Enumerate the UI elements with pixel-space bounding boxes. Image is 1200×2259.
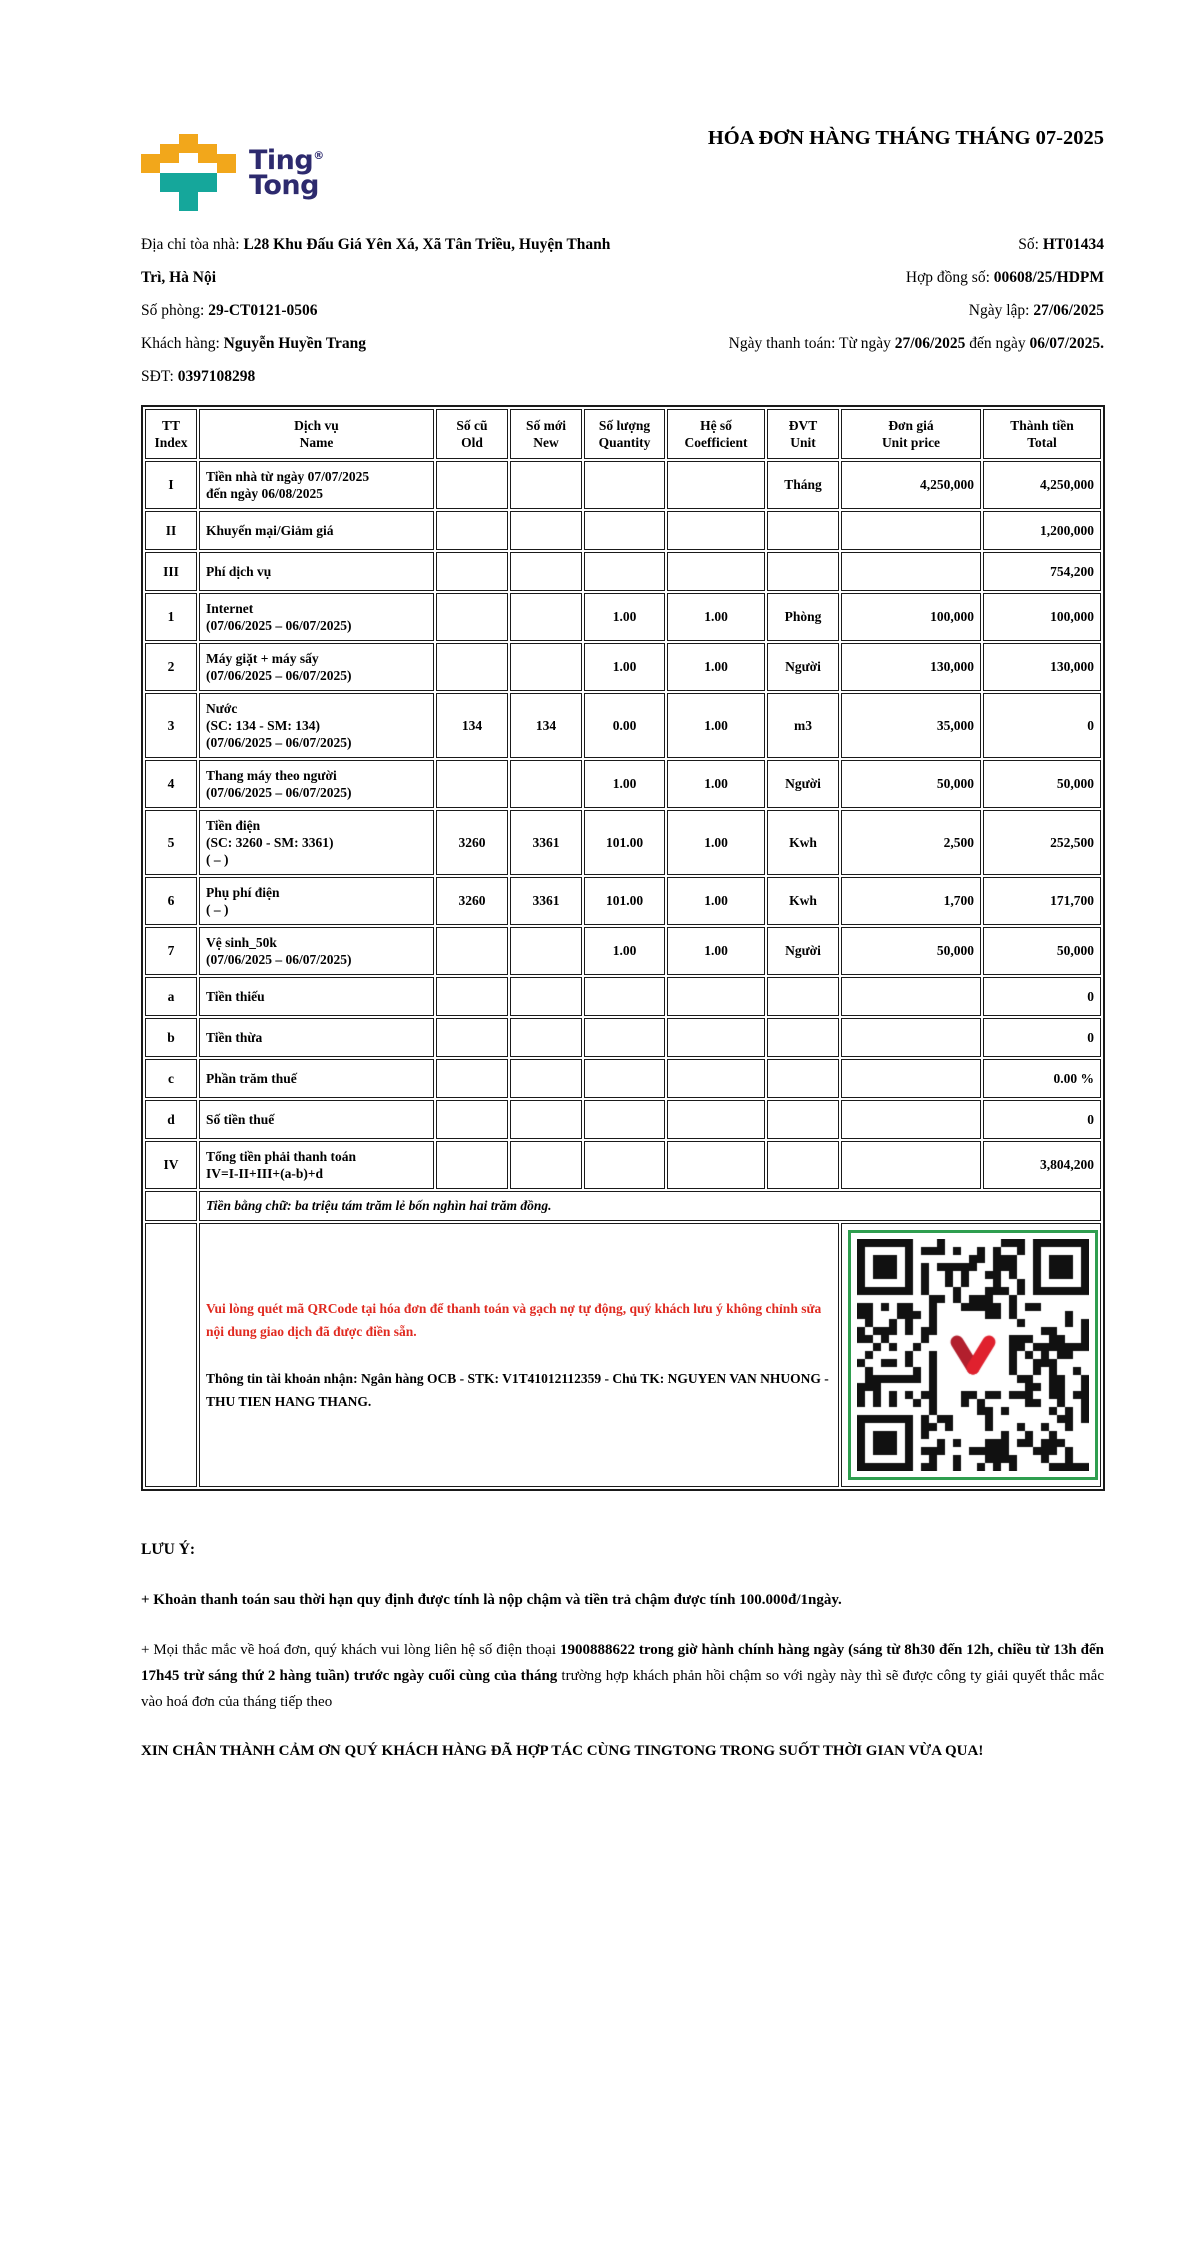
index-cell: IV — [145, 1141, 197, 1189]
table-header-row — [145, 409, 1101, 459]
quantity-cell: 101.00 — [584, 810, 665, 875]
service-name-cell: Tiền thừa — [199, 1018, 434, 1057]
service-name-cell: Khuyến mại/Giảm giá — [199, 511, 434, 550]
unit-price-cell: 4,250,000 — [841, 461, 981, 509]
empty-cell — [145, 1223, 197, 1487]
service-name-cell: Số tiền thuế — [199, 1100, 434, 1139]
column-header: ĐVT Unit — [767, 409, 839, 459]
new-reading-cell — [510, 461, 582, 509]
unit-cell: Người — [767, 643, 839, 691]
coefficient-cell: 1.00 — [667, 810, 765, 875]
index-cell: d — [145, 1100, 197, 1139]
unit-cell — [767, 511, 839, 550]
quantity-cell — [584, 511, 665, 550]
unit-price-cell: 100,000 — [841, 593, 981, 641]
unit-cell: Kwh — [767, 810, 839, 875]
quantity-cell: 1.00 — [584, 643, 665, 691]
payment-date-line: Ngày thanh toán: Từ ngày 27/06/2025 đến ngày 06/07/2025. — [728, 335, 1104, 352]
index-cell: c — [145, 1059, 197, 1098]
service-name-cell: Thang máy theo người (07/06/2025 – 06/07/2025) — [199, 760, 434, 808]
total-cell: 0.00 % — [983, 1059, 1101, 1098]
registered-mark: ® — [313, 149, 324, 162]
column-header: Dịch vụ Name — [199, 409, 434, 459]
old-reading-cell — [436, 511, 508, 550]
old-reading-cell — [436, 593, 508, 641]
invoice-table-body — [145, 461, 1101, 1189]
quantity-cell: 0.00 — [584, 693, 665, 758]
quantity-cell — [584, 977, 665, 1016]
logo-pixel — [198, 144, 217, 163]
invoice-table — [141, 405, 1105, 1491]
new-reading-cell — [510, 1059, 582, 1098]
brand-wordmark — [249, 143, 324, 201]
total-cell: 0 — [983, 977, 1101, 1016]
old-reading-cell — [436, 927, 508, 975]
table-row — [145, 1141, 1101, 1189]
coefficient-cell — [667, 1018, 765, 1057]
brand-line2: Tong — [249, 170, 319, 201]
quantity-cell: 1.00 — [584, 593, 665, 641]
table-row — [145, 977, 1101, 1016]
unit-cell — [767, 552, 839, 591]
total-cell: 754,200 — [983, 552, 1101, 591]
qr-code-canvas — [857, 1239, 1089, 1471]
service-name-cell: Tiền nhà từ ngày 07/07/2025 đến ngày 06/08/2025 — [199, 461, 434, 509]
table-row — [145, 760, 1101, 808]
tingtong-logo-icon — [141, 134, 236, 212]
coefficient-cell: 1.00 — [667, 877, 765, 925]
logo-pixel — [141, 154, 160, 173]
coefficient-cell: 1.00 — [667, 593, 765, 641]
service-name-cell: Nước (SC: 134 - SM: 134) (07/06/2025 – 06/07/2025) — [199, 693, 434, 758]
new-reading-cell — [510, 643, 582, 691]
coefficient-cell — [667, 552, 765, 591]
quantity-cell — [584, 1100, 665, 1139]
unit-price-cell — [841, 1059, 981, 1098]
column-header: Đơn giá Unit price — [841, 409, 981, 459]
old-reading-cell — [436, 1018, 508, 1057]
table-row — [145, 461, 1101, 509]
coefficient-cell: 1.00 — [667, 927, 765, 975]
unit-cell: Phòng — [767, 593, 839, 641]
coefficient-cell — [667, 1059, 765, 1098]
index-cell: a — [145, 977, 197, 1016]
unit-cell: Tháng — [767, 461, 839, 509]
table-row — [145, 552, 1101, 591]
logo-pixel — [160, 173, 217, 192]
column-header: Số lượng Quantity — [584, 409, 665, 459]
new-reading-cell — [510, 1018, 582, 1057]
coefficient-cell: 1.00 — [667, 693, 765, 758]
column-header: Số mới New — [510, 409, 582, 459]
service-name-cell: Phần trăm thuế — [199, 1059, 434, 1098]
coefficient-cell: 1.00 — [667, 643, 765, 691]
service-name-cell: Máy giặt + máy sấy (07/06/2025 – 06/07/2025) — [199, 643, 434, 691]
total-cell: 0 — [983, 1018, 1101, 1057]
unit-price-cell — [841, 977, 981, 1016]
brand-line1: Ting — [249, 145, 314, 176]
table-row — [145, 810, 1101, 875]
quantity-cell: 1.00 — [584, 927, 665, 975]
unit-cell — [767, 1059, 839, 1098]
unit-cell: m3 — [767, 693, 839, 758]
bank-account-text: Thông tin tài khoản nhận: Ngân hàng OCB - STK: V1T41012112359 - Chủ TK: NGUYEN VAN NHUONG - THU TIEN HANG THANG. — [206, 1371, 829, 1409]
old-reading-cell — [436, 977, 508, 1016]
column-header: Hệ số Coefficient — [667, 409, 765, 459]
new-reading-cell: 3361 — [510, 810, 582, 875]
coefficient-cell — [667, 461, 765, 509]
new-reading-cell — [510, 927, 582, 975]
total-cell: 1,200,000 — [983, 511, 1101, 550]
thank-you-note: XIN CHÂN THÀNH CẢM ƠN QUÝ KHÁCH HÀNG ĐÃ HỢP TÁC CÙNG TINGTONG TRONG SUỐT THỜI GIAN VỪA QUA! — [141, 1743, 984, 1759]
quantity-cell — [584, 1059, 665, 1098]
coefficient-cell: 1.00 — [667, 760, 765, 808]
old-reading-cell — [436, 552, 508, 591]
unit-cell — [767, 1018, 839, 1057]
total-cell: 130,000 — [983, 643, 1101, 691]
unit-price-cell: 2,500 — [841, 810, 981, 875]
unit-price-cell: 50,000 — [841, 927, 981, 975]
total-cell: 50,000 — [983, 760, 1101, 808]
notes-heading: LƯU Ý: — [141, 1541, 196, 1558]
logo-pixel — [160, 144, 179, 163]
old-reading-cell: 134 — [436, 693, 508, 758]
amount-in-words-cell: Tiền bằng chữ: ba triệu tám trăm lẻ bốn nghìn hai trăm đồng. — [199, 1191, 1101, 1221]
index-cell: 4 — [145, 760, 197, 808]
table-row — [145, 1059, 1101, 1098]
index-cell: 7 — [145, 927, 197, 975]
unit-cell: Người — [767, 927, 839, 975]
total-cell: 50,000 — [983, 927, 1101, 975]
qr-code-frame — [848, 1230, 1098, 1480]
invoice-title: HÓA ĐƠN HÀNG THÁNG THÁNG 07-2025 — [707, 127, 1104, 149]
service-name-cell: Internet (07/06/2025 – 06/07/2025) — [199, 593, 434, 641]
new-reading-cell — [510, 593, 582, 641]
customer-name-line: Khách hàng: Nguyễn Huyền Trang — [141, 335, 367, 352]
quantity-cell: 101.00 — [584, 877, 665, 925]
building-address-line: Địa chỉ tòa nhà: L28 Khu Đấu Giá Yên Xá, Xã Tân Triều, Huyện Thanh Trì, Hà Nội — [141, 236, 611, 286]
hotline-note: + Mọi thắc mắc về hoá đơn, quý khách vui lòng liên hệ số điện thoại 1900888622 trong giờ hành chính hàng ngày (sáng từ 8h30 đến 12h, chiều từ 13h đến 17h45 trừ sáng thứ 2 hàng tuần) trước ngày cuối cùng của tháng trường hợp khách phản hồi chậm so với ngày này thì sẽ được công ty giải quyết thắc mắc vào hoá đơn của tháng tiếp theo — [141, 1642, 1104, 1710]
service-name-cell: Tổng tiền phải thanh toán IV=I-II+III+(a-b)+d — [199, 1141, 434, 1189]
old-reading-cell — [436, 461, 508, 509]
invoice-meta-block — [612, 228, 1104, 393]
new-reading-cell — [510, 552, 582, 591]
coefficient-cell — [667, 1141, 765, 1189]
index-cell: b — [145, 1018, 197, 1057]
column-header: Số cũ Old — [436, 409, 508, 459]
invoice-number-line: Số: HT01434 — [1018, 236, 1104, 253]
index-cell: I — [145, 461, 197, 509]
new-reading-cell — [510, 1100, 582, 1139]
coefficient-cell — [667, 1100, 765, 1139]
contract-number-line: Hợp đồng số: 00608/25/HDPM — [905, 269, 1104, 286]
room-number-line: Số phòng: 29-CT0121-0506 — [141, 302, 318, 319]
quantity-cell — [584, 552, 665, 591]
index-cell: 5 — [145, 810, 197, 875]
index-cell: 2 — [145, 643, 197, 691]
total-cell: 0 — [983, 1100, 1101, 1139]
issue-date-line: Ngày lập: 27/06/2025 — [968, 302, 1104, 319]
coefficient-cell — [667, 977, 765, 1016]
table-row — [145, 511, 1101, 550]
logo-pixel — [217, 154, 236, 173]
logo-pixel — [179, 192, 198, 211]
table-row — [145, 877, 1101, 925]
phone-line: SĐT: 0397108298 — [141, 368, 256, 385]
old-reading-cell: 3260 — [436, 877, 508, 925]
total-cell: 0 — [983, 693, 1101, 758]
total-cell: 4,250,000 — [983, 461, 1101, 509]
quantity-cell — [584, 1141, 665, 1189]
unit-price-cell — [841, 552, 981, 591]
coefficient-cell — [667, 511, 765, 550]
qr-instructions-cell — [199, 1223, 839, 1487]
service-name-cell: Tiền thiếu — [199, 977, 434, 1016]
index-cell: II — [145, 511, 197, 550]
new-reading-cell: 134 — [510, 693, 582, 758]
unit-price-cell: 35,000 — [841, 693, 981, 758]
quantity-cell: 1.00 — [584, 760, 665, 808]
unit-price-cell: 130,000 — [841, 643, 981, 691]
index-cell: 6 — [145, 877, 197, 925]
column-header: TT Index — [145, 409, 197, 459]
total-cell: 100,000 — [983, 593, 1101, 641]
old-reading-cell — [436, 1100, 508, 1139]
customer-info-block — [141, 228, 612, 393]
qr-payment-row — [145, 1223, 1101, 1487]
service-name-cell: Phụ phí điện ( – ) — [199, 877, 434, 925]
index-cell: 1 — [145, 593, 197, 641]
qr-warning-text: Vui lòng quét mã QRCode tại hóa đơn để thanh toán và gạch nợ tự động, quý khách lưu ý không chỉnh sửa nội dung giao dịch đã được điền sẵn. — [206, 1301, 822, 1339]
qr-code-cell — [841, 1223, 1101, 1487]
column-header: Thành tiền Total — [983, 409, 1101, 459]
quantity-cell — [584, 461, 665, 509]
unit-price-cell — [841, 1141, 981, 1189]
invoice-info — [141, 228, 1104, 393]
logo-pixel — [179, 134, 198, 153]
table-row — [145, 693, 1101, 758]
new-reading-cell — [510, 511, 582, 550]
table-row — [145, 1018, 1101, 1057]
total-cell: 252,500 — [983, 810, 1101, 875]
footer-notes — [141, 1537, 1104, 1765]
unit-price-cell: 1,700 — [841, 877, 981, 925]
new-reading-cell — [510, 760, 582, 808]
unit-cell — [767, 1141, 839, 1189]
unit-cell — [767, 977, 839, 1016]
unit-price-cell — [841, 511, 981, 550]
table-row — [145, 1100, 1101, 1139]
table-row — [145, 927, 1101, 975]
index-cell: 3 — [145, 693, 197, 758]
tingtong-logo — [141, 134, 324, 212]
empty-cell — [145, 1191, 197, 1221]
quantity-cell — [584, 1018, 665, 1057]
table-row — [145, 643, 1101, 691]
index-cell: III — [145, 552, 197, 591]
invoice-header — [141, 118, 1104, 212]
amount-in-words-row — [145, 1191, 1101, 1221]
total-cell: 3,804,200 — [983, 1141, 1101, 1189]
old-reading-cell — [436, 1059, 508, 1098]
unit-cell: Người — [767, 760, 839, 808]
unit-price-cell — [841, 1018, 981, 1057]
service-name-cell: Vệ sinh_50k (07/06/2025 – 06/07/2025) — [199, 927, 434, 975]
service-name-cell: Phí dịch vụ — [199, 552, 434, 591]
old-reading-cell — [436, 643, 508, 691]
unit-cell: Kwh — [767, 877, 839, 925]
old-reading-cell — [436, 1141, 508, 1189]
total-cell: 171,700 — [983, 877, 1101, 925]
service-name-cell: Tiền điện (SC: 3260 - SM: 3361) ( – ) — [199, 810, 434, 875]
late-payment-note: + Khoản thanh toán sau thời hạn quy định được tính là nộp chậm và tiền trả chậm được tính 100.000đ/1ngày. — [141, 1592, 842, 1608]
old-reading-cell — [436, 760, 508, 808]
unit-price-cell: 50,000 — [841, 760, 981, 808]
unit-price-cell — [841, 1100, 981, 1139]
table-row — [145, 593, 1101, 641]
new-reading-cell: 3361 — [510, 877, 582, 925]
new-reading-cell — [510, 977, 582, 1016]
old-reading-cell: 3260 — [436, 810, 508, 875]
unit-cell — [767, 1100, 839, 1139]
new-reading-cell — [510, 1141, 582, 1189]
